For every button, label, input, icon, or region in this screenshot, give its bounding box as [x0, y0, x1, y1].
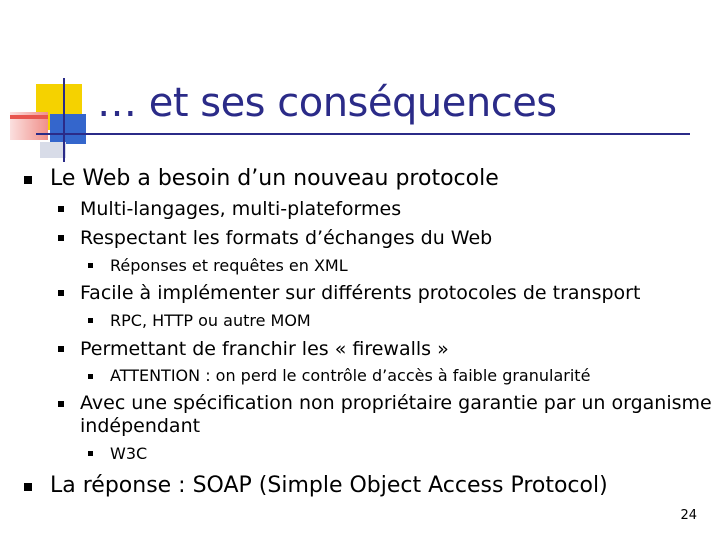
bullet-xml: Réponses et requêtes en XML	[110, 256, 348, 275]
slide-title: … et ses conséquences	[97, 80, 557, 126]
page-number: 24	[680, 508, 697, 523]
bullet-soap-answer: La réponse : SOAP (Simple Object Access Protocol)	[50, 473, 608, 498]
title-underline	[36, 133, 690, 135]
bullet-square	[58, 346, 64, 352]
bullet-web-formats: Respectant les formats d’échanges du Web	[80, 227, 493, 249]
bullet-rpc-http: RPC, HTTP ou autre MOM	[110, 311, 311, 330]
vertical-line-decor	[63, 78, 65, 162]
bullet-specification-line2: indépendant	[80, 415, 201, 437]
red-bar-decor	[10, 115, 48, 119]
bullet-square	[58, 401, 64, 407]
bullet-multi-languages: Multi-langages, multi-plateformes	[80, 198, 402, 220]
blue-square-decor	[50, 114, 86, 144]
bullet-specification-line1: Avec une spécification non propriétaire garantie par un organisme	[80, 392, 712, 414]
bullet-transport-protocols: Facile à implémenter sur différents protocoles de transport	[80, 282, 641, 304]
bullet-w3c: W3C	[110, 444, 148, 463]
bullet-web-needs-protocol: Le Web a besoin d’un nouveau protocole	[50, 166, 499, 191]
bullet-firewalls: Permettant de franchir les « firewalls »	[80, 338, 449, 360]
bullet-square	[88, 263, 93, 268]
bullet-square	[58, 206, 64, 212]
bullet-square	[24, 176, 32, 184]
bullet-square	[88, 451, 93, 456]
bullet-attention: ATTENTION : on perd le contrôle d’accès à faible granularité	[110, 366, 591, 385]
decorative-graphic	[10, 82, 90, 162]
bullet-square	[58, 235, 64, 241]
bullet-square	[24, 483, 32, 491]
bullet-square	[58, 290, 64, 296]
bullet-square	[88, 318, 93, 323]
bullet-square	[88, 374, 93, 379]
